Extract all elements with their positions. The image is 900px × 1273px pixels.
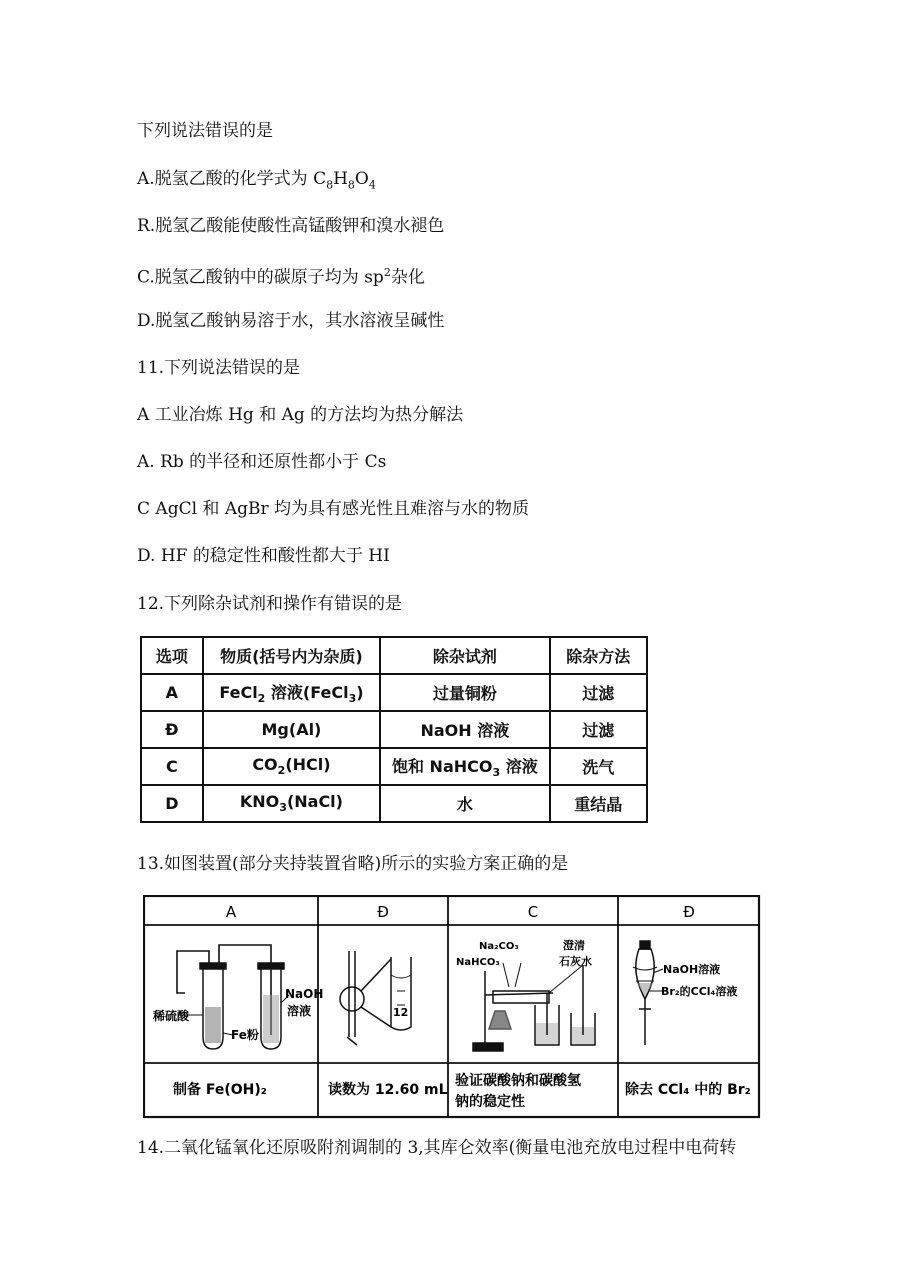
option-cell: C [141, 748, 203, 785]
q13-stem: 13.如图装置(部分夹持装置省略)所示的实验方案正确的是 [137, 854, 569, 874]
reagent-cell: 水 [380, 785, 549, 822]
table-row [141, 711, 647, 748]
col-header: A [225, 903, 237, 921]
q11-option-d: D. HF 的稳定性和酸性都大于 HI [137, 546, 390, 566]
table-row [141, 674, 647, 711]
substance-cell: $CO_2(HCl)$ [203, 748, 381, 785]
label-a-naoh: NaOH [285, 987, 324, 1001]
caption-c-line2: 钠的稳定性 [455, 1094, 525, 1110]
q10-stem: 下列说法错误的是 [137, 121, 273, 141]
reagent-cell: 饱和 NaHCO$_3$ 溶液 [380, 748, 549, 785]
substance-cell: $KNO_3(NaCl)$ [203, 785, 381, 822]
method-cell: 过滤 [550, 674, 647, 711]
table-row [141, 785, 647, 822]
q10-option-a: A.脱氢乙酸的化学式为 $C_8H_8O_4$ [137, 169, 376, 192]
q11-option-c: C AgCl 和 AgBr 均为具有感光性且难溶与水的物质 [137, 499, 530, 519]
apparatus-d [633, 941, 663, 1045]
q13-apparatus-figure [143, 895, 761, 1119]
method-cell: 重结晶 [550, 785, 647, 822]
caption-d: 除去 CCl₄ 中的 Br₂ [625, 1082, 751, 1098]
header-cell: 物质(括号内为杂质) [203, 637, 381, 674]
col-header: Ð [377, 903, 389, 921]
label-c-limewater-2: 石灰水 [559, 955, 592, 968]
option-cell: A [141, 674, 203, 711]
method-cell: 洗气 [550, 748, 647, 785]
q11-option-a: A 工业冶炼 Hg 和 Ag 的方法均为热分解法 [137, 405, 464, 425]
label-c-na2co3: Na₂CO₃ [479, 941, 519, 952]
header-cell: 除杂方法 [550, 637, 647, 674]
table-row [141, 748, 647, 785]
header-cell: 选项 [141, 637, 203, 674]
label-c-limewater: 澄清 [563, 939, 585, 952]
substance-cell: FeCl$_2$ 溶液(FeCl$_3$) [203, 674, 381, 711]
label-a-fe: Fe粉 [231, 1028, 259, 1042]
caption-a: 制备 Fe(OH)₂ [173, 1082, 267, 1098]
reagent-cell: NaOH 溶液 [380, 711, 549, 748]
method-cell: 过滤 [550, 711, 647, 748]
caption-c-line1: 验证碳酸钠和碳酸氢 [455, 1073, 581, 1089]
reagent-cell: 过量铜粉 [380, 674, 549, 711]
col-header: C [527, 903, 539, 921]
q10-option-b: R.脱氢乙酸能使酸性高锰酸钾和溴水褪色 [137, 216, 445, 236]
option-cell: Ð [141, 711, 203, 748]
label-d-naoh: NaOH溶液 [663, 963, 721, 976]
q11-option-b: A. Rb 的半径和还原性都小于 Cs [137, 452, 387, 472]
q10-option-d: D.脱氢乙酸钠易溶于水，其水溶液呈碱性 [137, 311, 445, 331]
apparatus-b [340, 951, 411, 1045]
apparatus-c [473, 963, 595, 1051]
substance-cell: Mg(Al) [203, 711, 381, 748]
option-cell: D [141, 785, 203, 822]
q11-stem: 11.下列说法错误的是 [137, 358, 301, 378]
label-d-br2: Br₂的CCl₄溶液 [661, 985, 738, 998]
q12-stem: 12.下列除杂试剂和操作有错误的是 [137, 594, 403, 614]
q14-stem: 14.二氧化锰氧化还原吸附剂调制的 3,其库仑效率(衡量电池充放电过程中电荷转 [137, 1138, 737, 1158]
label-b-12: 12 [393, 1006, 409, 1019]
q12-table [140, 636, 648, 823]
table-header-row [141, 637, 647, 674]
q10-option-c: C.脱氢乙酸钠中的碳原子均为 $sp^2$杂化 [137, 266, 425, 288]
label-a-acid: 稀硫酸 [153, 1009, 190, 1023]
label-a-solution: 溶液 [287, 1004, 312, 1018]
caption-b: 读数为 12.60 mL [328, 1082, 448, 1098]
label-c-nahco3: NaHCO₃ [456, 957, 500, 968]
col-header: Ð [683, 903, 695, 921]
header-cell: 除杂试剂 [380, 637, 549, 674]
